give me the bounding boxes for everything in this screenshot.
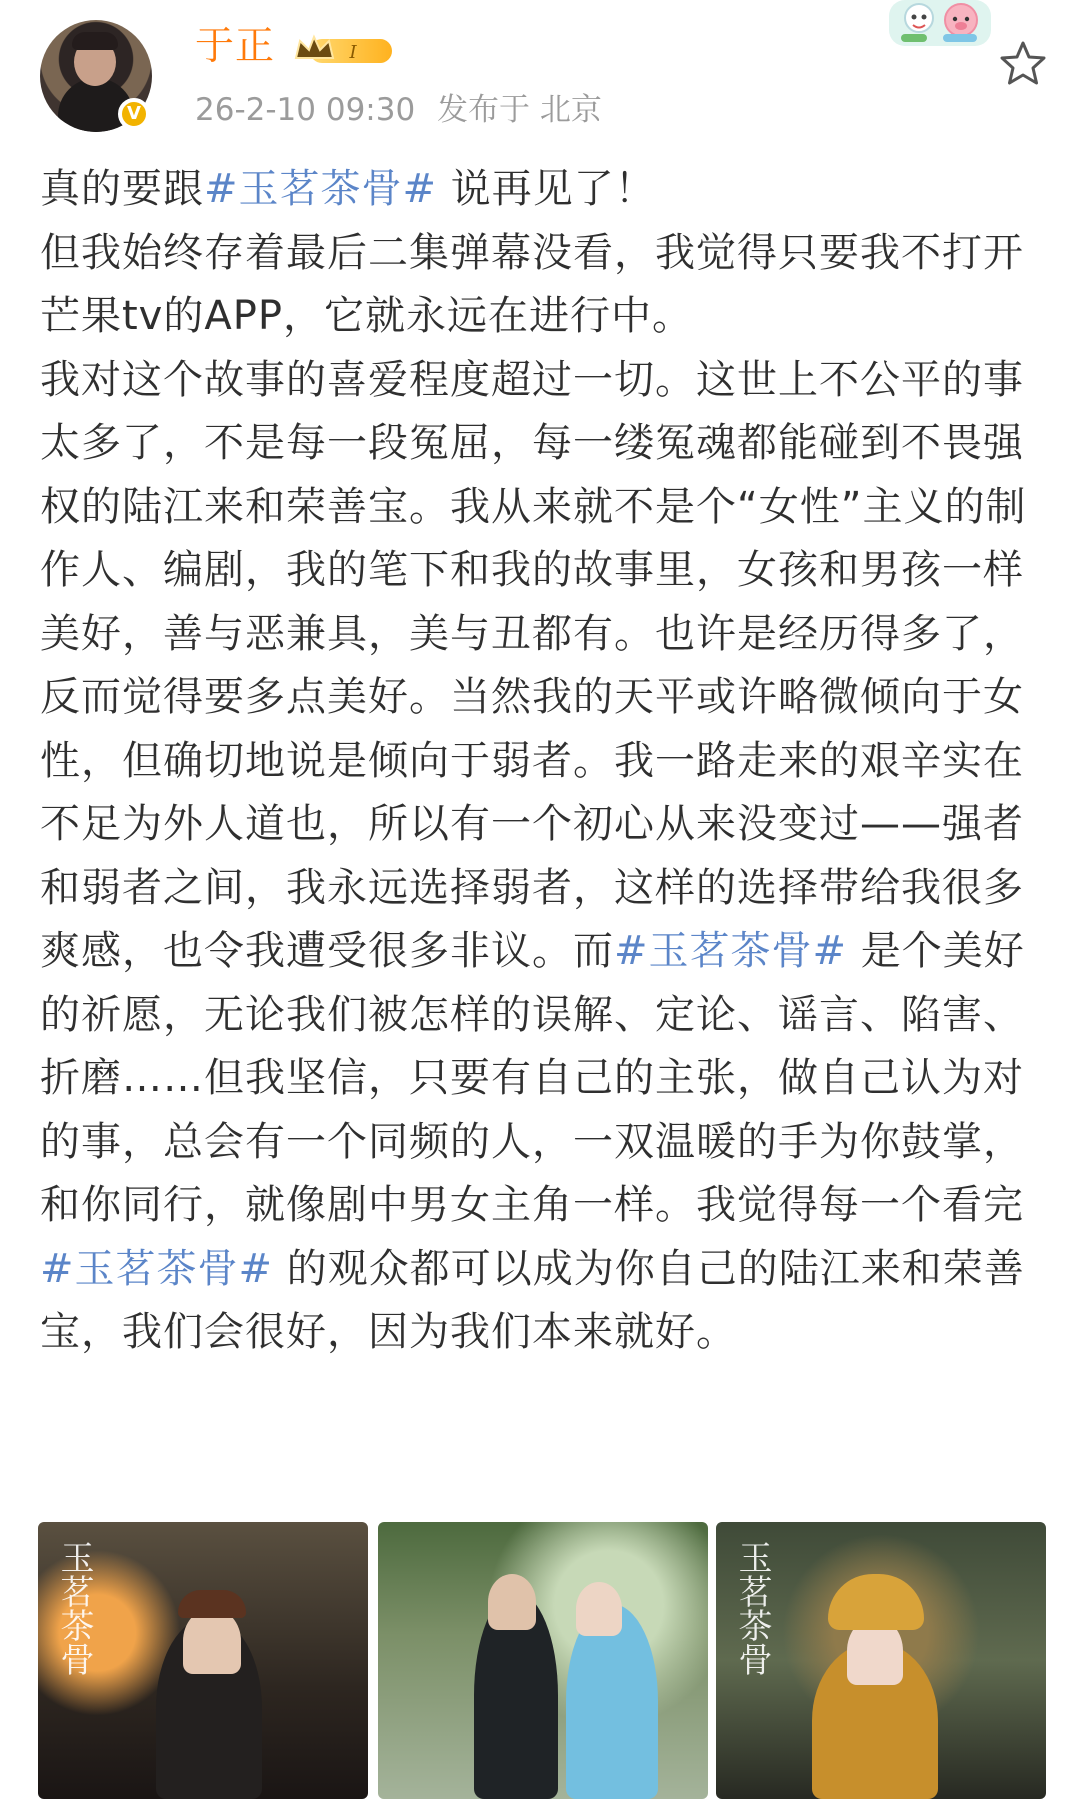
verified-icon: V <box>118 98 150 130</box>
drama-title-watermark: 玉茗茶骨 <box>732 1540 772 1676</box>
text-segment: 是个美好的祈愿，无论我们被怎样的误解、定论、谣言、陷害、折磨……但我坚信，只要有自己的主张，做自己认为对的事，总会有一个同频的人，一双温暖的手为你鼓掌，和你同行，就像剧中男女主角一样。我觉得每一个看完 <box>40 928 1025 1228</box>
hashtag-link[interactable]: #玉茗茶骨# <box>614 928 848 974</box>
text-segment: 但我始终存着最后二集弹幕没看，我觉得只要我不打开芒果tv的APP，它就永远在进行中。 <box>40 229 1024 339</box>
vip-level-text: I <box>349 42 357 63</box>
post-paragraph-2 <box>40 222 1045 349</box>
post-image-1[interactable] <box>38 1522 368 1799</box>
female-lead-headdress <box>828 1574 924 1630</box>
avatar-hair-shape <box>72 32 118 50</box>
post-paragraph-1 <box>40 158 1045 222</box>
post-text <box>40 158 1045 1365</box>
hashtag-link[interactable]: #玉茗茶骨# <box>204 166 438 212</box>
post-header <box>0 0 1080 150</box>
text-segment: 真的要跟 <box>40 166 204 212</box>
post-timestamp: 26-2-10 09:30 <box>195 92 416 128</box>
post-meta <box>195 90 602 130</box>
drama-title-watermark: 玉茗茶骨 <box>54 1540 94 1676</box>
male-lead-hat <box>178 1590 246 1618</box>
vip-crown-badge-icon[interactable] <box>292 33 396 67</box>
couple-female-face <box>576 1582 622 1636</box>
post-image-2[interactable] <box>378 1522 708 1799</box>
text-segment: 的观众都可以成为你自己的陆江来和荣善宝，我们会很好，因为我们本来就好。 <box>40 1245 1025 1355</box>
text-segment: 说再见了！ <box>437 166 656 212</box>
cartoon-sticker-icon <box>885 0 995 50</box>
post-image-3[interactable] <box>716 1522 1046 1799</box>
image-grid <box>38 1522 1048 1799</box>
couple-male-face <box>488 1574 536 1630</box>
star-icon[interactable] <box>997 38 1049 90</box>
username[interactable]: 于正 <box>195 24 276 69</box>
text-segment: 我对这个故事的喜爱程度超过一切。这世上不公平的事太多了，不是每一段冤屈，每一缕冤魂都能碰到不畏强权的陆江来和荣善宝。我从来就不是个“女性”主义的制作人、编剧，我的笔下和我的故事里，女孩和男孩一样美好，善与恶兼具，美与丑都有。也许是经历得多了，反而觉得要多点美好。当然我的天平或许略微倾向于女性，但确切地说是倾向于弱者。我一路走来的艰辛实在不足为外人道也，所以有一个初心从来没变过——强者和弱者之间，我永远选择弱者，这样的选择带给我很多爽感，也令我遭受很多非议。而 <box>40 356 1027 974</box>
post-paragraph-3 <box>40 349 1045 1365</box>
hashtag-link[interactable]: #玉茗茶骨# <box>40 1245 274 1292</box>
post-location: 发布于 北京 <box>437 92 602 128</box>
